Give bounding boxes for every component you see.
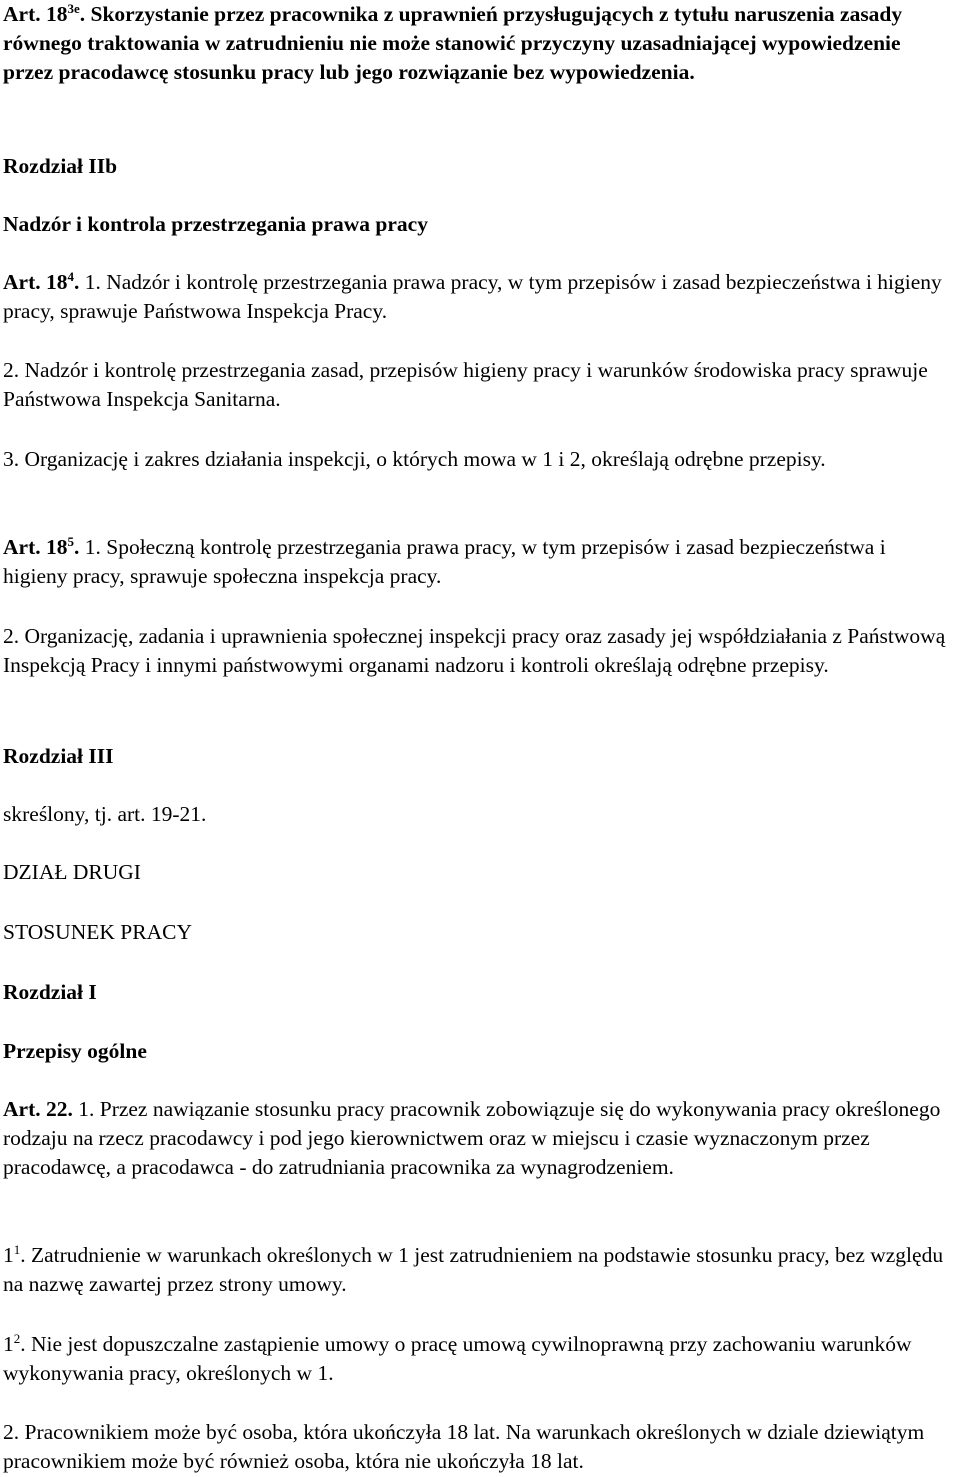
paragraph-number: 1 [3,1243,14,1267]
article-number: Art. 18 [3,2,68,26]
paragraph-art-18-5 [3,533,952,591]
article-text: . Skorzystanie przez pracownika z uprawnień przysługujących z tytułu naruszenia zasady równego traktowania w zatrudnieniu nie może stanowić przyczyny uzasadniającej wypowiedzenie przez pracodawcę stosunku pracy lub jego rozwiązanie bez wypowiedzenia. [3,2,903,84]
article-number: Art. 18 [3,270,68,294]
paragraph-art-22-2: 2. Pracownikiem może być osoba, która ukończyła 18 lat. Na warunkach określonych w dziale dziewiątym pracownikiem może być również osoba, która nie ukończyła 18 lat. [3,1420,925,1473]
paragraph-number: 1 [3,1332,14,1356]
paragraph-art-18-3e [3,0,952,87]
heading-rozdzial-i: Rozdział I [3,980,97,1004]
heading-przepisy-ogolne: Przepisy ogólne [3,1039,147,1063]
paragraph-art-22-1-2 [3,1330,952,1388]
article-superscript: 4 [67,268,74,284]
paragraph-art-18-5-2: 2. Organizację, zadania i uprawnienia społecznej inspekcji pracy oraz zasady jej współdziałania z Państwową Inspekcją Pracy i innymi państwowymi organami nadzoru i kontroli określają odrębne przepisy. [3,624,946,677]
paragraph-art-18-4-2: 2. Nadzór i kontrolę przestrzegania zasad, przepisów higieny pracy i warunków środowiska pracy sprawuje Państwowa Inspekcja Sanitarna. [3,358,928,411]
paragraph-art-22-1-1 [3,1241,952,1299]
article-number: Art. 22. [3,1097,73,1121]
article-superscript: 5 [67,533,74,549]
heading-stosunek-pracy: STOSUNEK PRACY [3,920,192,944]
paragraph-skreslony: skreślony, tj. art. 19-21. [3,802,207,826]
paragraph-art-22 [3,1095,952,1182]
article-number: Art. 18 [3,535,68,559]
paragraph-art-18-4 [3,268,952,326]
article-text: 1. Przez nawiązanie stosunku pracy pracownik zobowiązuje się do wykonywania pracy określonego rodzaju na rzecz pracodawcy i pod jego kierownictwem oraz w miejscu i czasie wyznaczonym przez pracodawcę, a pracodawca - do zatrudniania pracownika za wynagrodzeniem. [3,1097,941,1179]
heading-dzial-drugi: DZIAŁ DRUGI [3,860,141,884]
heading-rozdzial-iib: Rozdział IIb [3,154,118,178]
article-dot: . [73,270,80,294]
paragraph-text: . Nie jest dopuszczalne zastąpienie umowy o pracę umową cywilnoprawną przy zachowaniu warunków wykonywania pracy, określonych w 1. [3,1332,912,1385]
paragraph-superscript: 2 [13,1330,21,1346]
heading-nadzor: Nadzór i kontrola przestrzegania prawa pracy [3,212,428,236]
article-dot: . [73,535,80,559]
heading-rozdzial-iii: Rozdział III [3,744,114,768]
paragraph-art-18-4-3: 3. Organizację i zakres działania inspekcji, o których mowa w 1 i 2, określają odrębne przepisy. [3,447,826,471]
paragraph-superscript: 1 [13,1241,21,1257]
article-superscript: 3e [67,0,80,16]
article-text: 1. Społeczną kontrolę przestrzegania prawa pracy, w tym przepisów i zasad bezpieczeństwa i higieny pracy, sprawuje społeczna inspekcja pracy. [3,535,886,588]
article-text: 1. Nadzór i kontrolę przestrzegania prawa pracy, w tym przepisów i zasad bezpieczeństwa i higieny pracy, sprawuje Państwowa Inspekcja Pracy. [3,270,942,323]
paragraph-text: . Zatrudnienie w warunkach określonych w 1 jest zatrudnieniem na podstawie stosunku pracy, bez względu na nazwę zawartej przez strony umowy. [3,1243,944,1296]
